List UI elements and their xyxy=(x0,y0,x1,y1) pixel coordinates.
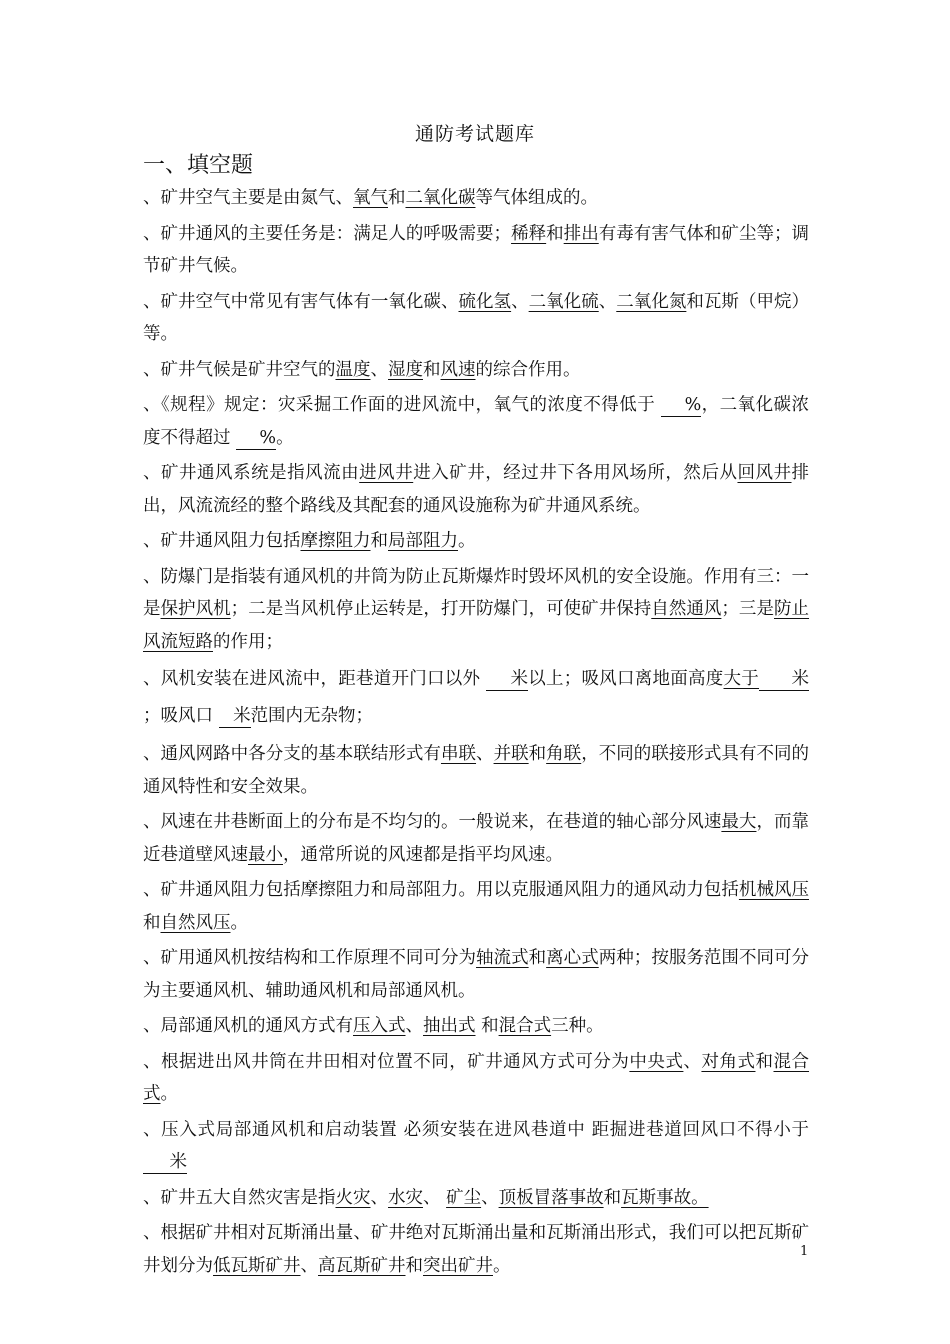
underlined-answer: 矿尘 xyxy=(446,1187,482,1208)
question-text: 。 xyxy=(160,1084,178,1104)
underlined-answer: 水灾 xyxy=(388,1187,423,1208)
underlined-answer: 排出 xyxy=(563,223,599,244)
question-text: 和瓦斯（甲烷）等。 xyxy=(143,291,810,344)
question-text: 和 xyxy=(755,1051,774,1072)
underlined-answer: 回风井 xyxy=(737,463,792,483)
question-text: 、矿井空气中常见有害气体有一氧化碳、 xyxy=(143,291,459,312)
underlined-answer: 保护风机 xyxy=(160,599,231,619)
answer-blank: 米 xyxy=(219,705,251,728)
question-item xyxy=(143,874,809,939)
question-text: 和 xyxy=(603,1187,622,1208)
question-text: 和 xyxy=(388,188,406,208)
underlined-answer: 高瓦斯矿井 xyxy=(318,1255,406,1276)
underlined-answer: 二氧化碳 xyxy=(405,188,476,208)
underlined-answer: 并联 xyxy=(493,744,529,764)
underlined-answer: 机械风压 xyxy=(738,880,810,900)
underlined-answer: 湿度 xyxy=(388,359,423,380)
question-text: 的综合作用。 xyxy=(475,359,581,380)
underlined-answer: 顶板冒落事故 xyxy=(498,1187,604,1208)
question-text: ；二是当风机停止运转是，打开防爆门，可使矿井保持 xyxy=(230,599,652,619)
question-text: 有毒有害气体和矿尘等；调节矿井气候。 xyxy=(143,223,810,276)
question-text: 和 xyxy=(528,744,547,764)
question-text: 和 xyxy=(423,359,441,380)
underlined-answer: 自然通风 xyxy=(651,599,722,619)
question-list xyxy=(143,182,809,1285)
question-text: ，而靠近巷道壁风速 xyxy=(143,812,810,865)
question-item xyxy=(143,1217,809,1282)
question-text: 。 xyxy=(493,1255,511,1276)
answer-blank: 米 xyxy=(486,668,528,691)
question-text: 、根据进出风井筒在井田相对位置不同，矿井通风方式可分为 xyxy=(143,1051,630,1072)
underlined-answer: 低瓦斯矿井 xyxy=(213,1255,301,1276)
underlined-answer: 二氧化硫 xyxy=(528,291,599,312)
underlined-answer: 中央式 xyxy=(629,1051,684,1072)
question-text: ；三是 xyxy=(721,599,774,619)
question-text: 、 xyxy=(300,1255,318,1276)
question-text: 、风机安装在进风流中，距巷道开门口以外 xyxy=(143,669,487,689)
underlined-answer: 最小 xyxy=(248,844,283,865)
underlined-answer: 摩擦阻力 xyxy=(300,531,371,551)
question-text: ，不同的联接形式具有不同的通风特性和安全效果。 xyxy=(143,744,810,797)
question-text: 、矿井通风的主要任务是：满足人的呼吸需要； xyxy=(143,223,512,244)
question-text: ，二氧化碳浓度不得超过 xyxy=(143,395,809,448)
question-text: 、 xyxy=(683,1051,702,1072)
question-item xyxy=(143,806,809,871)
underlined-answer: 防止风流短路 xyxy=(143,599,810,652)
question-text: 。 xyxy=(230,912,248,933)
question-text: 。 xyxy=(276,427,294,448)
question-text: 、防爆门是指装有通风机的井筒为防止瓦斯爆炸时毁坏风机的安全设施。作用有三：一是 xyxy=(143,566,809,619)
question-text: 、《规程》规定：灾采掘工作面的进风流中，氧气的浓度不得低于 xyxy=(143,395,662,415)
question-text: 、矿井五大自然灾害是指 xyxy=(143,1187,336,1208)
underlined-answer: 氧气 xyxy=(353,188,388,208)
question-text: 和 xyxy=(475,1016,499,1036)
question-text: 、矿用通风机按结构和工作原理不同可分为 xyxy=(143,948,477,968)
question-item xyxy=(143,389,809,454)
question-text: 、矿井通风系统是指风流由 xyxy=(143,463,360,483)
question-text: 、根据矿井相对瓦斯涌出量、矿井绝对瓦斯涌出量和瓦斯涌出形式，我们可以把瓦斯矿井划分为 xyxy=(143,1223,809,1276)
question-item xyxy=(143,942,809,1007)
answer-blank: 米 xyxy=(143,1151,187,1174)
underlined-answer: 突出矿井 xyxy=(423,1255,493,1276)
question-text: 、矿井通风阻力包括 xyxy=(143,531,301,551)
question-text: ，通常所说的风速都是指平均风速。 xyxy=(283,844,563,865)
section-heading: 一、填空题 xyxy=(143,153,254,178)
question-text: 。 xyxy=(458,531,476,551)
question-text: 、 xyxy=(405,1016,423,1036)
question-text: 两种；按服务范围不同可分为主要通风机、辅助通风机和局部通风机。 xyxy=(143,948,810,1001)
question-text: 、局部通风机的通风方式有 xyxy=(143,1016,353,1036)
underlined-answer: 混合式 xyxy=(498,1016,552,1036)
question-text: 、通风网路中各分支的基本联结形式有 xyxy=(143,744,441,764)
underlined-answer: 稀释 xyxy=(511,223,547,244)
underlined-answer: 轴流式 xyxy=(476,948,529,968)
underlined-answer: 混合式 xyxy=(143,1051,810,1104)
underlined-answer: 压入式 xyxy=(353,1016,406,1036)
question-item xyxy=(143,286,809,351)
question-text: 范围内无杂物； xyxy=(250,706,374,726)
answer-blank: % xyxy=(661,394,701,417)
document-title: 通防考试题库 xyxy=(414,123,535,145)
question-item xyxy=(143,1114,809,1179)
question-text: 、 xyxy=(370,1187,388,1208)
underlined-answer: 自然风压 xyxy=(160,912,231,933)
underlined-answer: 风速 xyxy=(440,359,476,380)
underlined-answer: 大于 xyxy=(723,669,760,689)
question-text: 、 xyxy=(476,744,494,764)
question-text: 的作用； xyxy=(213,631,283,652)
underlined-answer: 局部阻力 xyxy=(388,531,458,551)
question-text: 和 xyxy=(370,531,388,551)
question-text: 、 xyxy=(511,291,529,312)
page-number: 1 xyxy=(800,1244,809,1259)
question-item xyxy=(143,1046,809,1111)
question-text: 、矿井空气主要是由氮气、 xyxy=(143,188,353,208)
question-text: 排出，风流流经的整个路线及其配套的通风设施称为矿井通风系统。 xyxy=(143,463,810,516)
underlined-answer: 离心式 xyxy=(546,948,599,968)
question-item xyxy=(143,182,809,215)
question-item xyxy=(143,457,809,522)
question-text: 三种。 xyxy=(551,1016,604,1036)
question-text: 和 xyxy=(528,948,547,968)
question-text: 、 xyxy=(598,291,617,312)
question-text: 、矿井通风阻力包括摩擦阻力和局部阻力。用以克服通风阻力的通风动力包括 xyxy=(143,880,739,900)
question-text: 以上；吸风口离地面高度 xyxy=(528,669,724,689)
question-text: 、 xyxy=(423,1187,447,1208)
question-text: 和 xyxy=(546,223,564,244)
question-item xyxy=(143,525,809,558)
question-text: 和 xyxy=(405,1255,423,1276)
underlined-answer: 进风井 xyxy=(359,463,414,483)
question-text: 进入矿井，经过井下各用风场所，然后从 xyxy=(413,463,738,483)
question-item xyxy=(143,561,809,659)
underlined-answer: 角联 xyxy=(546,744,582,764)
underlined-answer: 串联 xyxy=(440,744,477,764)
question-text: 和 xyxy=(143,912,161,933)
question-text: 、压入式局部通风机和启动装置 必须安装在进风巷道中 距掘进巷道回风口不得小于 xyxy=(143,1119,809,1140)
underlined-answer: 硫化氢 xyxy=(458,291,512,312)
question-item xyxy=(143,1010,809,1043)
question-item xyxy=(143,661,809,735)
question-text: 、 xyxy=(370,359,388,380)
answer-blank: % xyxy=(236,427,276,450)
question-item xyxy=(143,1182,809,1215)
underlined-answer: 温度 xyxy=(335,359,371,380)
underlined-answer: 抽出式 xyxy=(423,1016,476,1036)
answer-blank: 米 xyxy=(759,668,809,691)
question-item xyxy=(143,738,809,803)
question-text: 、 xyxy=(481,1187,499,1208)
underlined-answer: 二氧化氮 xyxy=(616,291,687,312)
question-item xyxy=(143,218,809,283)
underlined-answer: 火灾 xyxy=(335,1187,371,1208)
question-text: 、矿井气候是矿井空气的 xyxy=(143,359,336,380)
underlined-answer: 最大 xyxy=(721,812,757,832)
question-text: ；吸风口 xyxy=(143,706,219,726)
underlined-answer: 对角式 xyxy=(701,1051,756,1072)
question-text: 、风速在井巷断面上的分布是不均匀的。一般说来，在巷道的轴心部分风速 xyxy=(143,812,722,832)
question-text: 等气体组成的。 xyxy=(475,188,598,208)
question-item xyxy=(143,354,809,387)
underlined-answer: 瓦斯事故。 xyxy=(621,1187,709,1208)
